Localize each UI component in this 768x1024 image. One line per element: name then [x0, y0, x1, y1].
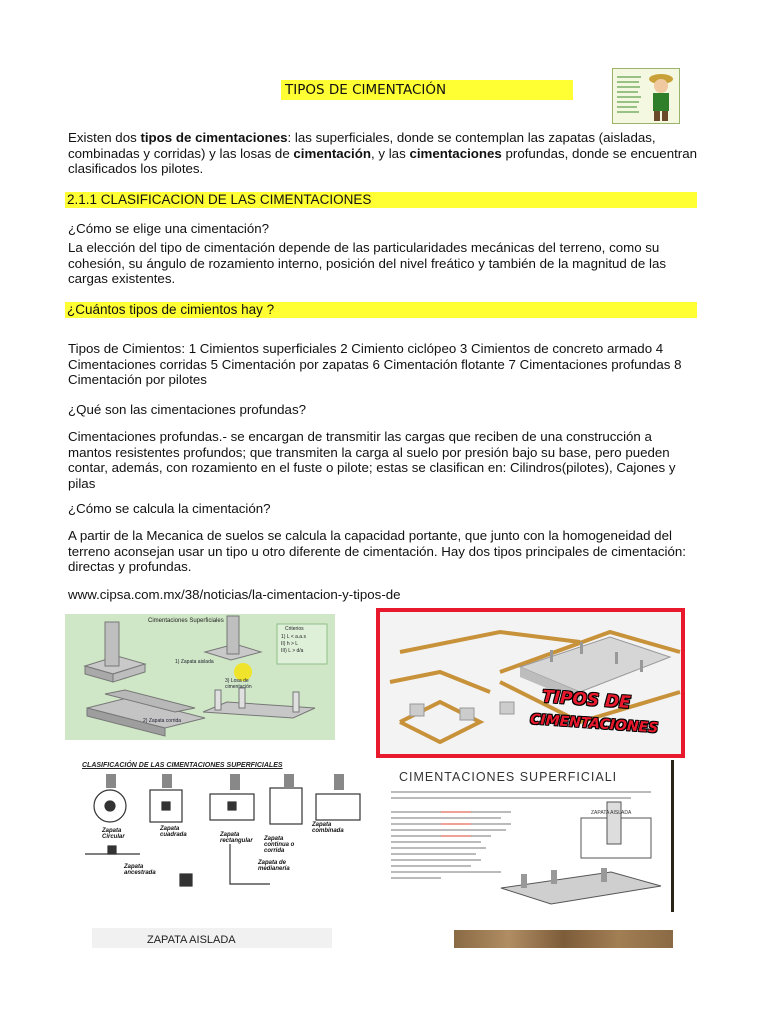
superficial-foundations-image [65, 614, 335, 740]
doc-text-drawing [381, 788, 671, 912]
banner-line-1: TIPOS DE [541, 686, 632, 714]
img3-title: CLASIFICACIÓN DE LAS CIMENTACIONES SUPERFICIALES [82, 762, 283, 769]
img1-legend-item: III) L > d/a [281, 648, 304, 654]
isolated-footing-image [92, 928, 332, 948]
img1-legend-title: Criterios [285, 626, 304, 632]
section-heading: 2.1.1 CLASIFICACION DE LAS CIMENTACIONES [65, 192, 697, 208]
img1-title: Cimentaciones Superficiales [148, 618, 224, 624]
superficial-classification-image [80, 760, 370, 890]
img1-caption-losa: 3) Losa de cimentación [225, 678, 252, 690]
answer-deep: Cimentaciones profundas.- se encargan de transmitir las cargas que reciben de una construcción a mantos resistentes profundos; que transmiten la carga al suelo por presión bajo su base, pero pueden contar, además, con rozamiento en el fuste o pilote; estas se clasifican en: Cilindros(pilotes), Cajones y pilas [68, 429, 676, 491]
intro-bold: cimentación [293, 145, 371, 161]
banner-line-2: CIMENTACIONES [529, 711, 659, 737]
img4-subtitle: ZAPATA AISLADA [591, 810, 632, 816]
img1-legend-item: II) h > L [281, 641, 299, 647]
intro-bold: cimentaciones [409, 145, 502, 161]
superficial-foundations-doc-image [381, 760, 674, 912]
foundation-3d-drawing [65, 614, 335, 740]
soil-photo-image [454, 930, 673, 948]
img1-caption-aislada: 1) Zapata aislada [175, 659, 214, 665]
img3-label: Zapata de medianería [258, 860, 290, 872]
img3-label: Zapata cuadrada [160, 826, 187, 838]
img3-label: Zapata Circular [102, 828, 125, 840]
img1-legend-item: 1) L < a.a.s [281, 634, 306, 640]
img5-title: ZAPATA AISLADA [147, 934, 236, 946]
intro-paragraph: Existen dos tipos de cimentaciones: las superficiales, donde se contemplan las zapatas (aisladas, combinadas y corridas) y las losas de cimentación, y las cimentaciones profundas, donde se encuentran clasificados los pilotes. [68, 130, 697, 176]
question-how-many-heading: ¿Cuántos tipos de cimientos hay ? [65, 302, 697, 318]
answer-how-many: Tipos de Cimientos: 1 Cimientos superficiales 2 Cimiento ciclópeo 3 Cimientos de concreto armado 4 Cimentaciones corridas 5 Cimentación por zapatas 6 Cimentación flotante 7 Cimentaciones profundas 8 Cimentación por pilotes [68, 341, 682, 387]
cartoon-engineer-icon [613, 69, 679, 123]
answer-choose: La elección del tipo de cimentación depende de las particularidades mecánicas del terreno, como su cohesión, su ángulo de rozamiento interno, posición del nivel freático y también de la magnitud de las cargas existentes. [68, 240, 666, 286]
cartoon-image [612, 68, 680, 124]
img1-caption-corrida: 2) Zapata corrida [143, 718, 182, 724]
foundation-types-banner-image [376, 608, 685, 758]
page-title: TIPOS DE CIMENTACIÓN [281, 80, 573, 100]
img3-label: Zapata combinada [312, 822, 344, 834]
question-calculate: ¿Cómo se calcula la cimentación? [68, 501, 271, 516]
img4-title: CIMENTACIONES SUPERFICIALI [399, 770, 618, 784]
img3-label: Zapata rectangular [220, 832, 253, 844]
img3-label: Zapata continua o corrida [264, 836, 295, 854]
answer-calculate: A partir de la Mecanica de suelos se calcula la capacidad portante, que junto con la homogeneidad del terreno aconsejan usar un tipo u otro diferente de cimentación. Hay dos tipos principales de cimentación: directas y profundas. [68, 528, 686, 574]
question-choose: ¿Cómo se elige una cimentación? [68, 221, 270, 236]
intro-bold: tipos de cimentaciones [140, 130, 288, 145]
source-link[interactable]: www.cipsa.com.mx/38/noticias/la-cimentacion-y-tipos-de [68, 587, 401, 602]
question-deep: ¿Qué son las cimentaciones profundas? [68, 402, 306, 417]
img3-label: Zapata ancestrada [124, 864, 156, 876]
